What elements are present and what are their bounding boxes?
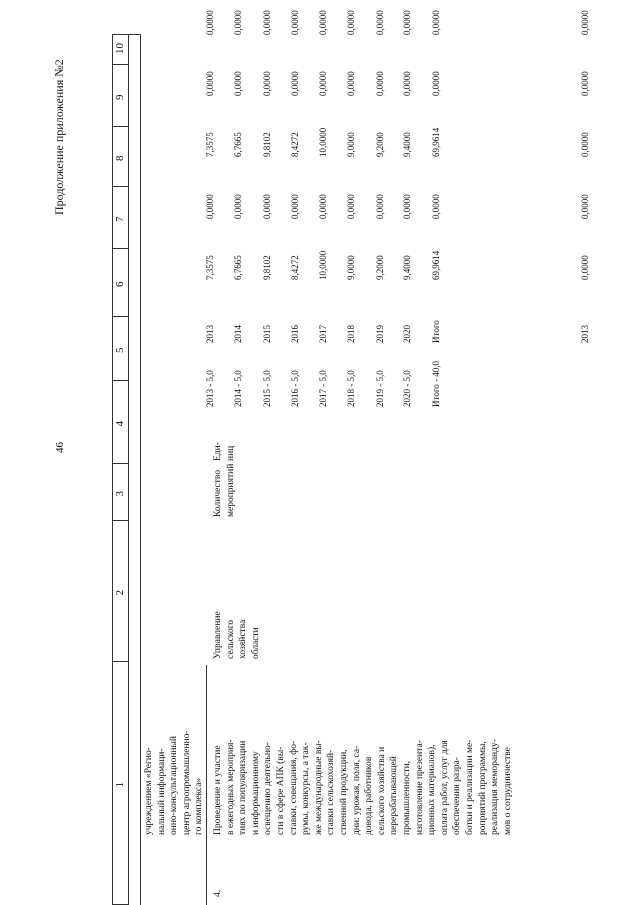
local-amount: 0,0000 [402,71,412,96]
executor-line: хозяйства [238,619,249,659]
description-line: изготовление презента- [414,740,425,835]
prev-row-text: нальный информаци- [156,748,167,835]
target-value: 2014 - 5,0 [233,370,243,407]
next-local-amount: 0,0000 [580,71,590,96]
total-amount: 10,0000 [318,250,328,280]
local-amount: 0,0000 [205,71,215,96]
total-amount: 6,7665 [233,255,243,280]
header-column-divider [112,316,129,317]
regional-amount: 7,3575 [205,132,215,157]
description-line: освещению деятельно- [263,742,274,835]
local-amount: 0,0000 [346,71,356,96]
header-column-divider [112,126,129,127]
description-line: ставки, совещания, фо- [288,740,299,835]
description-line: сельского хозяйства и [376,746,387,835]
table-right-border [112,34,141,35]
target-value: 2020 - 5,0 [402,370,412,407]
total-amount: 8,4272 [290,255,300,280]
page-number: 46 [54,442,66,453]
continuation-title: Продолжение приложения №2 [52,59,66,215]
description-line: же международные вы- [313,740,324,835]
unit-line: Еди- [213,442,223,461]
indicator-line: Количество [213,469,223,517]
header-bottom-border [128,35,129,905]
regional-amount: 10,0000 [318,127,328,157]
indicator-line: мероприятий [225,463,236,517]
local-amount: 0,0000 [375,71,385,96]
federal-amount: 0,0000 [402,194,412,219]
prev-row-text: учреждением «Регио- [144,747,154,835]
row-number: 4. [213,889,223,897]
year-cell: 2016 [290,325,300,343]
description-line: ботки и реализации ме- [465,739,475,835]
local-amount: 0,0000 [233,71,243,96]
column-header: 4 [114,421,126,427]
next-other-amount: 0,0000 [580,10,590,35]
local-amount: 0,0000 [431,71,441,96]
total-amount: 9,8102 [262,255,272,280]
column-header: 3 [114,491,126,497]
other-amount: 0,0000 [375,10,385,35]
column-header: 1 [114,782,126,788]
column-header: 5 [114,347,126,353]
description-line: и информационному [250,751,261,835]
description-line: перерабатывающей [389,756,400,835]
target-value: 2016 - 5,0 [290,370,300,407]
description-line: обеспечения разра- [452,757,463,835]
description-line: реализация меморанду- [490,739,501,835]
regional-amount: 6,7665 [233,132,243,157]
column-header: 6 [114,281,126,287]
description-line: ставки сельскохозяй- [326,749,337,835]
total-amount: 9,2000 [375,255,385,280]
next-year-cell: 2013 [580,325,590,343]
column-header: 10 [114,43,126,54]
header-column-divider [112,248,129,249]
target-value: 2015 - 5,0 [262,370,272,407]
other-amount: 0,0000 [402,10,412,35]
year-cell: Итого [431,320,441,343]
federal-amount: 0,0000 [375,194,385,219]
description-line: румы, конкурсы, а так- [301,742,312,835]
prev-row-text: го комплекса» [194,777,205,835]
regional-amount: 9,8102 [262,132,272,157]
target-value: Итого - 40,0 [431,360,441,407]
other-amount: 0,0000 [205,10,215,35]
prev-row-text: онно-консультационный [169,736,180,835]
executor-line: сельского [225,619,236,659]
header-column-divider [112,520,129,521]
header-column-divider [112,661,129,662]
local-amount: 0,0000 [318,71,328,96]
description-line: оплата работ, услуг для [439,740,450,835]
header-column-divider [112,463,129,464]
local-amount: 0,0000 [290,71,300,96]
year-cell: 2013 [205,325,215,343]
year-cell: 2015 [262,325,272,343]
description-line: довода, работников [364,756,375,835]
column-header: 2 [114,590,126,596]
next-total-amount: 0,0000 [580,255,590,280]
other-amount: 0,0000 [318,10,328,35]
target-value: 2019 - 5,0 [375,370,385,407]
target-value: 2018 - 5,0 [346,370,356,407]
executor-line: Управление [213,611,223,659]
description-line: роприятий программы, [477,741,488,835]
header-top-border [112,35,113,905]
regional-amount: 9,4000 [402,132,412,157]
other-amount: 0,0000 [233,10,243,35]
description-line: промышленности, [402,760,412,835]
total-amount: 9,0000 [346,255,356,280]
header-column-divider [112,186,129,187]
federal-amount: 0,0000 [233,194,243,219]
other-amount: 0,0000 [431,10,441,35]
year-cell: 2014 [233,325,243,343]
federal-amount: 0,0000 [318,194,328,219]
regional-amount: 9,0000 [346,132,356,157]
local-amount: 0,0000 [262,71,272,96]
next-regional-amount: 0,0000 [580,132,590,157]
description-line: Проведение и участие [213,745,223,835]
federal-amount: 0,0000 [431,194,441,219]
other-amount: 0,0000 [346,10,356,35]
table-bottom-border [140,35,141,905]
description-line: тиях по популяризации [238,740,249,835]
year-cell: 2020 [402,325,412,343]
column-header: 8 [114,155,126,161]
description-line: в ежегодных мероприя- [225,739,236,835]
row-separator [206,665,207,905]
year-cell: 2019 [375,325,385,343]
description-line: сти в сфере АПК (вы- [276,746,286,835]
regional-amount: 69,9614 [431,127,441,157]
federal-amount: 0,0000 [346,194,356,219]
federal-amount: 0,0000 [290,194,300,219]
description-line: ственной продукции, [339,749,349,835]
header-column-divider [112,380,129,381]
target-value: 2017 - 5,0 [318,370,328,407]
year-cell: 2017 [318,325,328,343]
prev-row-text: центр агропромышленно- [181,730,192,835]
total-amount: 69,9614 [431,250,441,280]
other-amount: 0,0000 [290,10,300,35]
description-line: мов о сотрудничестве [502,747,513,835]
regional-amount: 8,4272 [290,132,300,157]
total-amount: 7,3575 [205,255,215,280]
other-amount: 0,0000 [262,10,272,35]
header-column-divider [112,64,129,65]
column-header: 7 [114,216,126,222]
description-line: дни: урожая, поля, са- [351,745,362,835]
year-cell: 2018 [346,325,356,343]
regional-amount: 9,2000 [375,132,385,157]
target-value: 2013 - 5,0 [205,370,215,407]
federal-amount: 0,0000 [205,194,215,219]
description-line: ционных материалов), [427,744,438,835]
executor-line: области [250,627,261,659]
total-amount: 9,4000 [402,255,412,280]
next-federal-amount: 0,0000 [580,194,590,219]
column-header: 9 [114,94,126,100]
unit-line: ниц [225,445,236,461]
federal-amount: 0,0000 [262,194,272,219]
